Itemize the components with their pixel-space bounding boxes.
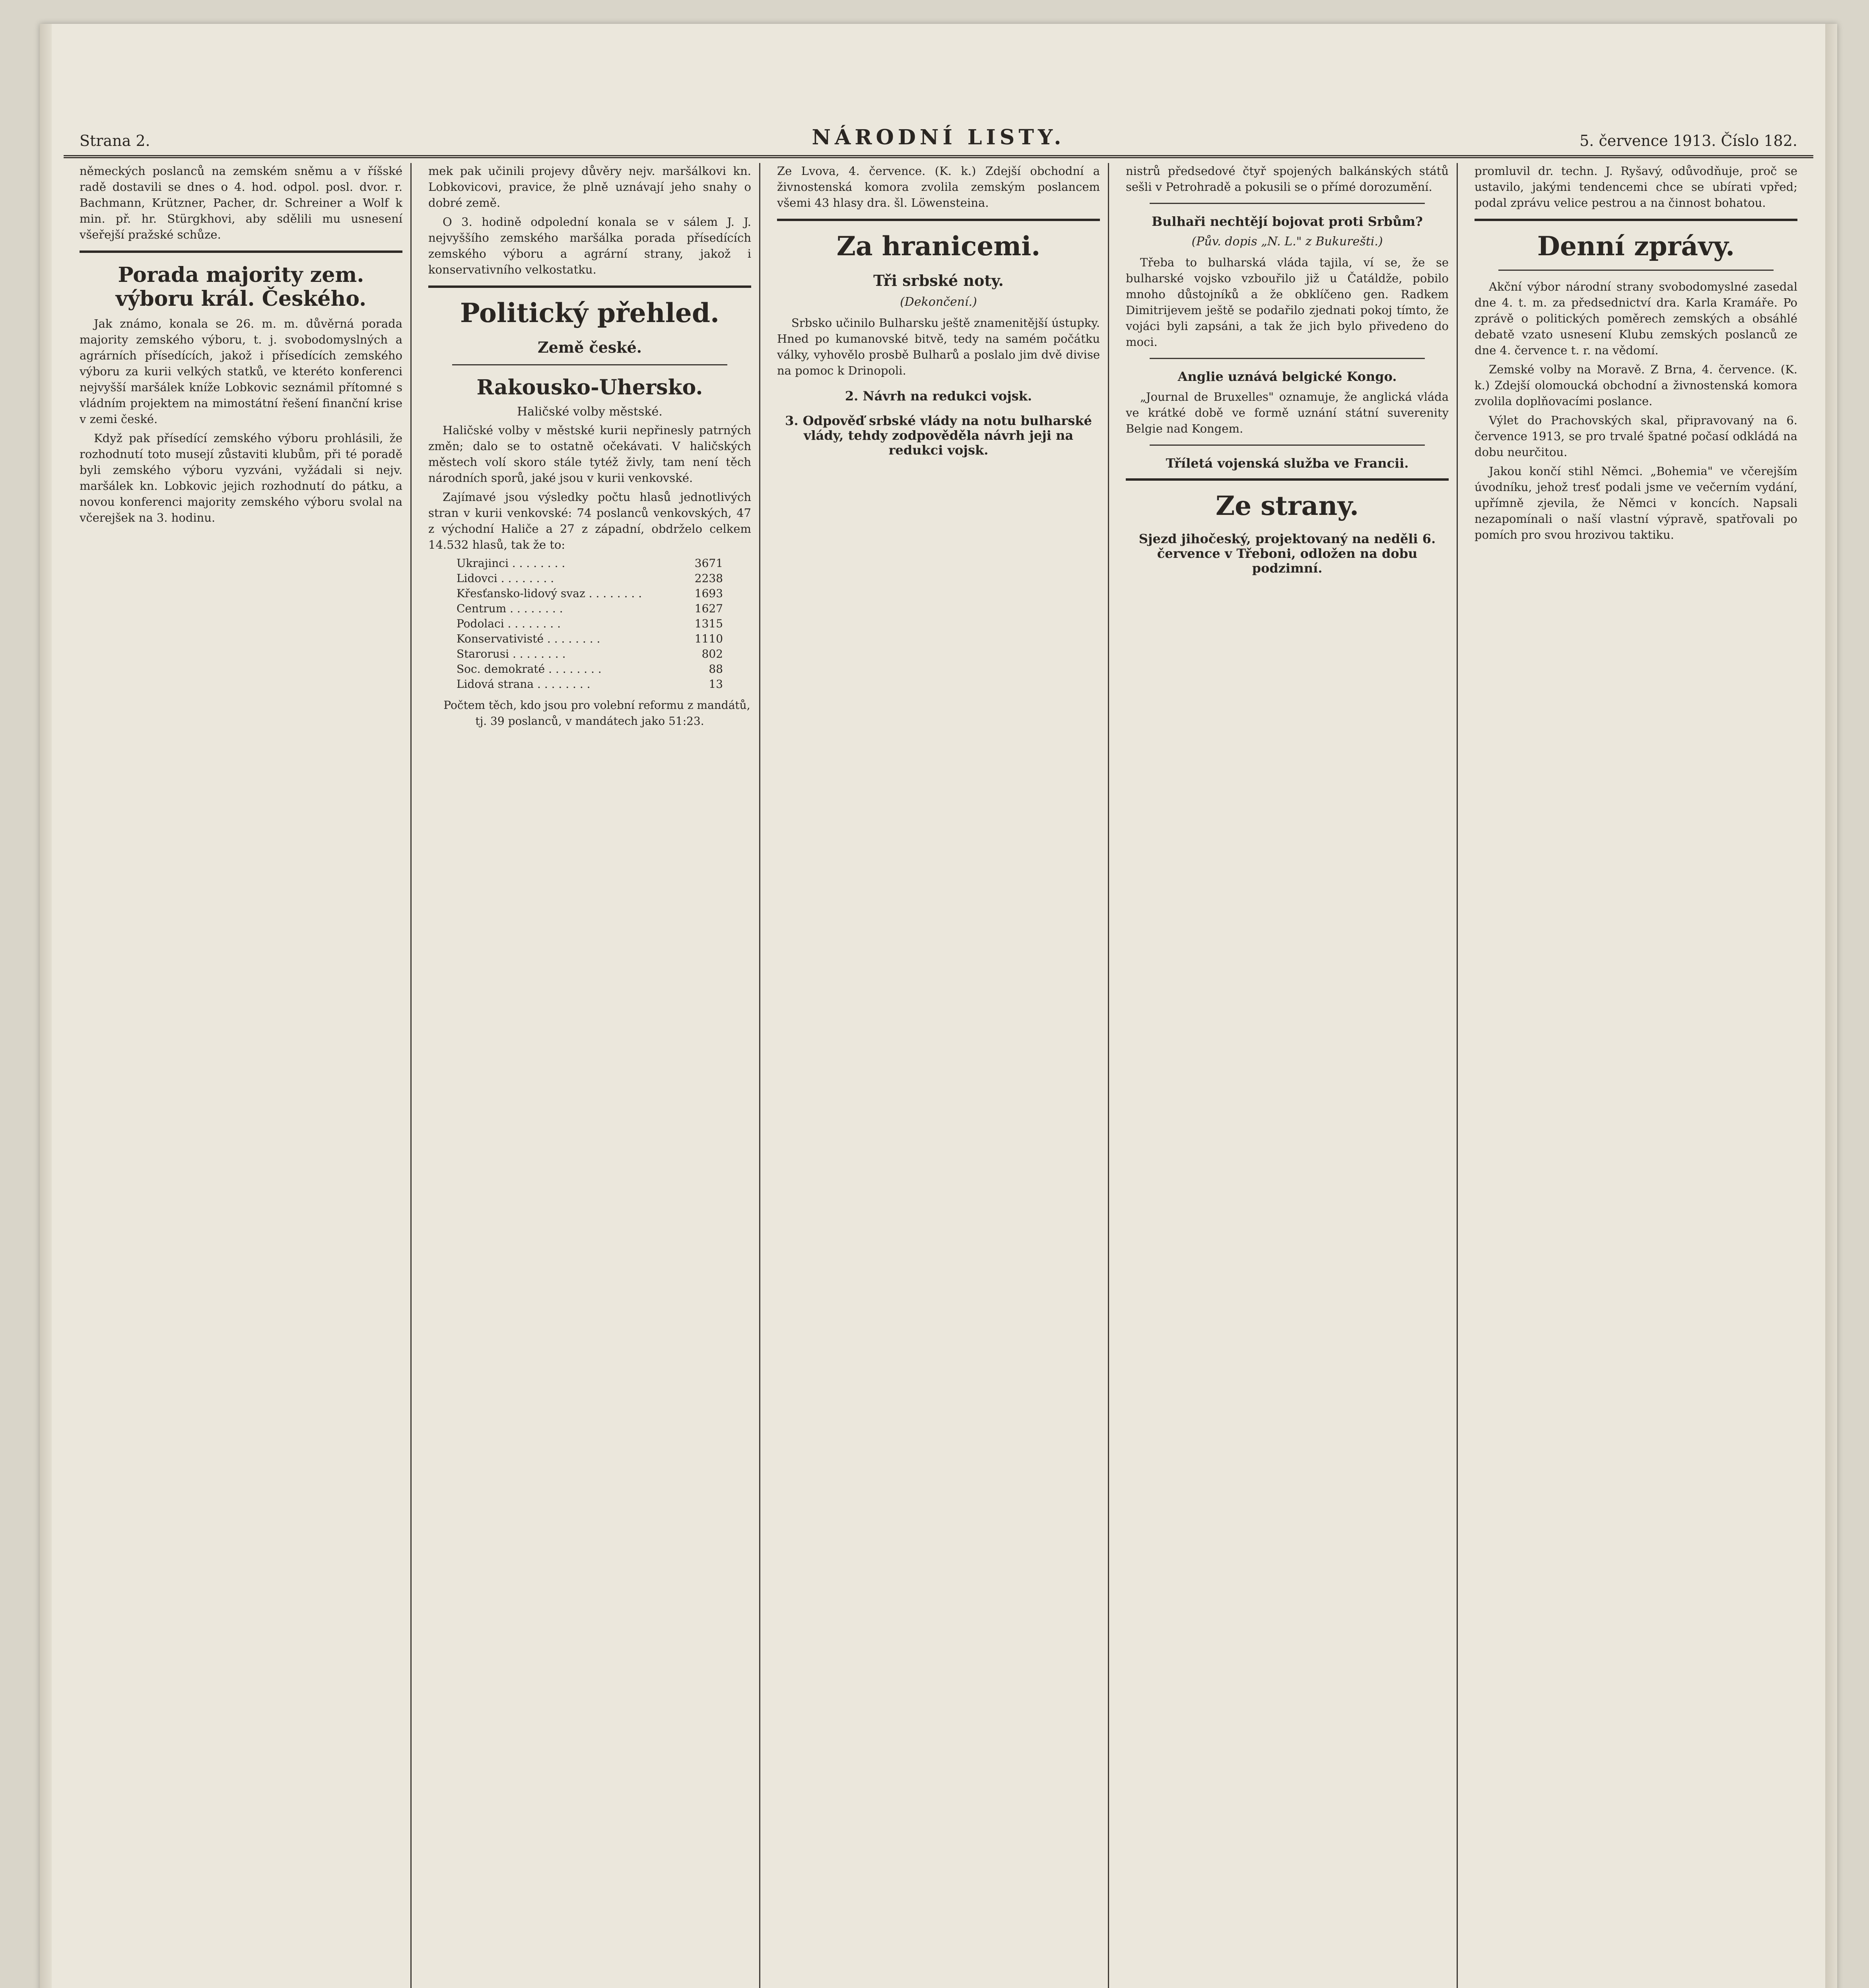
divider: [1498, 270, 1774, 271]
vote-table-row: [454, 646, 725, 662]
dek: (Dekončení.): [900, 295, 977, 309]
divider: [452, 364, 727, 365]
divider: [1150, 203, 1425, 204]
vote-count: 2238: [694, 572, 723, 585]
column-4: [1126, 163, 1458, 1988]
paragraph: Zemské volby na Moravě. Z Brna, 4. července. (K. k.) Zdejší olomoucká obchodní a živnostenská komora zvolila doplňovacími poslance.: [1475, 362, 1797, 408]
headline-anglie-kongo: Anglie uznává belgické Kongo.: [1177, 369, 1397, 384]
newspaper-title: NÁRODNÍ LISTY.: [812, 125, 1065, 149]
issue-date: 5. července 1913. Číslo 182.: [1580, 132, 1797, 149]
headline-trileta-sluzba: Tříletá vojenská služba ve Francii.: [1166, 455, 1409, 471]
vote-table-row: [454, 556, 725, 571]
divider: [1475, 219, 1797, 221]
stats-total: Počtem těch, kdo jsou pro volební reformu z mandátů, tj. 39 poslanců, v mandátech jako 51:23.: [443, 699, 750, 728]
article-continuation: promluvil dr. techn. J. Ryšavý, odůvodňuje, proč se ustavilo, jakými tendencemi chce se ubírati vpřed; podal zprávu velice pestrou a na činnost bohatou.: [1475, 164, 1797, 210]
vote-count: 13: [709, 678, 723, 691]
subhead-navrh-redukce: 2. Návrh na redukci vojsk.: [845, 388, 1032, 404]
article-continuation: nistrů předsedové čtyř spojených balkánských států sešli v Petrohradě a pokusili se o přímé dorozumění.: [1126, 164, 1449, 194]
column-5: [1475, 163, 1805, 1988]
divider: [428, 285, 751, 288]
divider: [777, 219, 1100, 221]
dek: (Pův. dopis „N. L." z Bukurešti.): [1191, 234, 1383, 248]
paragraph: Akční výbor národní strany svobodomyslné zasedal dne 4. t. m. za předsednictví dra. Karla Kramáře. Po zprávě o politických poměrech zemských a obsáhlé debatě vzato usnesení Klubu zemských poslanců ze dne 4. července t. r. na vědomí.: [1475, 280, 1797, 357]
vote-count: 1315: [694, 617, 723, 631]
paragraph: Výlet do Prachovských skal, připravovaný na 6. července 1913, se pro trvalé špatné počasí odkládá na dobu neurčitou.: [1475, 413, 1797, 459]
vote-table-row: [454, 571, 725, 586]
party-name: Křesťansko-lidový svaz . . . . . . . .: [456, 587, 642, 600]
vote-count: 3671: [694, 557, 723, 570]
divider: [1150, 445, 1425, 446]
vote-count: 1110: [694, 632, 723, 646]
vote-count: 802: [701, 647, 723, 661]
vote-count: 88: [709, 662, 723, 676]
article-continuation: mek pak učinili projevy důvěry nejv. maršálkovi kn. Lobkovicovi, pravice, že plně uznávají jeho snahy o dobré země.: [428, 164, 751, 210]
column-2: [428, 163, 760, 1988]
left-edge-shadow: [40, 24, 52, 1988]
subhead-sjezd-jihocesky: Sjezd jihočeský, projektovaný na neděli 6. července v Třeboni, odložen na dobu podzimní.: [1138, 531, 1436, 576]
headline-porada: Porada majority zem. výboru král. Českého.: [115, 263, 367, 311]
article-continuation: Ze Lvova, 4. července. (K. k.) Zdejší obchodní a živnostenská komora zvolila zemským poslancem všemi 43 hlasy dra. šl. Löwensteina.: [777, 164, 1100, 210]
vote-table-row: [454, 662, 725, 677]
paragraph: Jak známo, konala se 26. m. m. důvěrná porada majority zemského výboru, t. j. svobodomyslných a agrárních přísedících, jakož i přísedících zemského výboru za kurii velkých statků, ve kteréto konferenci nejvyšší maršálek kníže Lobkovic seznámil přítomné s vládním projektem na mimostátní řešení finanční krise v zemi české.: [80, 316, 402, 426]
headline-denni-zpravy: Denní zprávy.: [1537, 231, 1735, 262]
paragraph: Jakou končí stihl Němci. „Bohemia" ve včerejším úvodníku, jehož tresť podali jsme ve večerním vydání, upřímně zjevila, že Němci v koncích. Napsali nezapomínali o naší vlastní výpravě, spatřovali po pomích pro svou hrozivou taktiku.: [1475, 464, 1797, 542]
party-name: Ukrajinci . . . . . . . .: [456, 557, 565, 570]
divider: [80, 250, 402, 253]
vote-table-row: [454, 601, 725, 616]
paragraph: „Journal de Bruxelles" oznamuje, že anglická vláda ve krátké době ve formě uznání státní suverenity Belgie nad Kongem.: [1126, 390, 1449, 435]
divider: [1150, 358, 1425, 359]
party-name: Podolaci . . . . . . . .: [456, 617, 561, 631]
headline-ze-strany: Ze strany.: [1215, 490, 1359, 522]
headline-rakousko-uhersko: Rakousko-Uhersko.: [476, 375, 703, 400]
paragraph: Haličské volby v městské kurii nepřinesly patrných změn; dalo se to ostatně očekávati. V haličských městech volí skoro stále tytéž živly, tam není těch národních sporů, jaké jsou v kurii venkovské.: [428, 423, 751, 485]
subhead-halicske-volby: Haličské volby městské.: [517, 405, 663, 419]
subhead-odpoved: 3. Odpověď srbské vlády na notu bulharské vlády, tehdy zodpověděla návrh jeji na redukci vojsk.: [785, 413, 1092, 458]
vote-table-row: [454, 616, 725, 631]
vote-table-row: [454, 677, 725, 692]
party-name: Lidová strana . . . . . . . .: [456, 678, 591, 691]
headline-politicky-prehled: Politický přehled.: [460, 297, 719, 328]
right-edge-shadow: [1825, 24, 1837, 1988]
vote-count: 1627: [694, 602, 723, 615]
divider: [1126, 478, 1449, 481]
quote-paragraph: O 3. hodině odpolední konala se v sálem J. J. nejvyššího zemského maršálka porada přísedících zemského výboru a agrární strany, jakož i konservativního velkostatku.: [428, 215, 751, 276]
column-1: [80, 163, 412, 1988]
vote-table-row: [454, 586, 725, 601]
party-name: Lidovci . . . . . . . .: [456, 572, 554, 585]
vote-table-row: [454, 631, 725, 646]
masthead: [64, 123, 1813, 158]
stats-intro: Zajímavé jsou výsledky počtu hlasů jednotlivých stran v kurii venkovské: 74 poslanců venkovských, 47 z východní Haliče a 27 z západní, obdrželo celkem 14.532 hlasů, tak že to:: [428, 490, 751, 552]
party-name: Starorusi . . . . . . . .: [456, 647, 566, 661]
paragraph: Srbsko učinilo Bulharsku ještě znamenitější ústupky. Hned po kumanovské bitvě, tedy na samém počátku války, vyhovělo prosbě Bulharů a poslalo jim dvě divise na pomoc k Drinopoli.: [777, 316, 1100, 377]
headline-bulhari: Bulhaři nechtějí bojovat proti Srbům?: [1152, 214, 1423, 229]
party-name: Centrum . . . . . . . .: [456, 602, 563, 615]
vote-count: 1693: [694, 587, 723, 600]
page-number: Strana 2.: [80, 132, 150, 149]
vote-table: [454, 556, 725, 692]
paragraph: Když pak přísedící zemského výboru prohlásili, že rozhodnutí toto musejí zůstaviti klubům, při té poradě byli zemského výboru vyzváni, vyžádali si nejv. maršálek kn. Lobkovic jejich rozhodnutí do pátku, a novou konferenci majority zemského výboru svolal na včerejšek na 3. hodinu.: [80, 431, 402, 524]
article-continuation: německých poslanců na zemském sněmu a v říšské radě dostavili se dnes o 4. hod. odpol. posl. dvor. r. Bachmann, Krützner, Pacher, dr. Schreiner a Wolf k min. př. hr. Stürgkhovi, aby sdělili mu usnesení všeřejší pražské schůze.: [80, 164, 402, 241]
party-name: Konservativisté . . . . . . . .: [456, 632, 600, 646]
headline-za-hranicemi: Za hranicemi.: [836, 231, 1041, 262]
column-3: [777, 163, 1109, 1988]
newspaper-page: [40, 24, 1837, 1988]
subhead-zeme-ceske: Země české.: [538, 338, 642, 356]
subhead-tri-srbske-noty: Tři srbské noty.: [873, 271, 1004, 289]
party-name: Soc. demokraté . . . . . . . .: [456, 662, 602, 676]
paragraph: Třeba to bulharská vláda tajila, ví se, že se bulharské vojsko vzbouřilo již u Čatáldže, pobilo mnoho důstojníků a že obklíčeno gen. Radkem Dimitrijevem ještě se podařilo zjednati pokoj tímto, že vojáci byli zapsáni, a tak že jich bylo přivedeno do moci.: [1126, 255, 1449, 349]
columns: [80, 163, 1805, 1988]
